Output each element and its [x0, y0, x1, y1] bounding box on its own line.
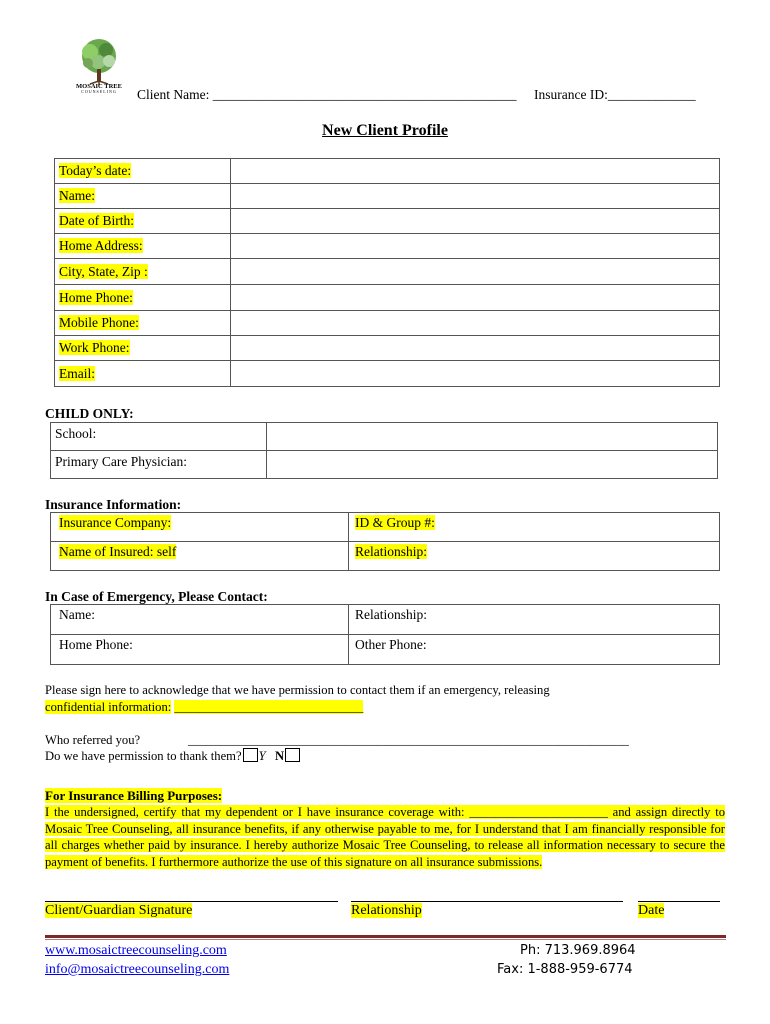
field-label: ID & Group #: — [355, 515, 435, 530]
permission-text — [45, 682, 725, 715]
date-signature-line[interactable] — [638, 901, 720, 902]
thank-permission-row — [45, 748, 301, 765]
insurance-table — [50, 512, 720, 571]
referred-line[interactable]: ______________________________________________________________________ — [188, 733, 629, 747]
field-label: Email: — [59, 365, 95, 381]
field-label: Insurance Company: — [59, 515, 172, 530]
mosaic-tree-logo — [68, 36, 130, 96]
footer-divider-thin — [45, 939, 726, 940]
child-only-table — [50, 422, 718, 479]
field-input[interactable] — [231, 336, 720, 361]
emergency-relationship-field[interactable]: Relationship: — [349, 605, 720, 635]
field-input[interactable] — [267, 451, 718, 479]
field-input[interactable] — [231, 259, 720, 285]
logo-subtext: COUNSELING — [81, 89, 117, 94]
field-label: Name of Insured: self — [59, 544, 177, 559]
relationship-signature-line[interactable] — [351, 901, 623, 902]
permission-line-2: confidential information: — [45, 699, 172, 714]
table-row — [55, 285, 720, 311]
insured-name-field[interactable] — [51, 542, 349, 571]
client-signature-text: Client/Guardian Signature — [45, 903, 193, 918]
table-row — [55, 336, 720, 361]
field-label: Mobile Phone: — [59, 315, 139, 330]
field-input[interactable] — [231, 209, 720, 234]
logo-text: MOSAIC TREE — [76, 83, 122, 90]
field-label: Date of Birth: — [59, 213, 134, 228]
no-label: N — [275, 749, 285, 763]
field-input[interactable] — [267, 423, 718, 451]
yes-label: Y — [258, 749, 266, 763]
field-label: Primary Care Physician: — [51, 451, 267, 479]
table-row — [51, 513, 720, 542]
field-label: Home Phone: — [59, 289, 133, 305]
table-row — [55, 361, 720, 387]
no-checkbox[interactable] — [285, 748, 300, 762]
field-label: School: — [51, 423, 267, 451]
field-label: Home Address: — [59, 238, 143, 253]
relationship-field[interactable] — [349, 542, 720, 571]
client-signature-line[interactable] — [45, 901, 338, 902]
field-input[interactable] — [231, 361, 720, 387]
table-row — [51, 423, 718, 451]
field-input[interactable] — [231, 159, 720, 184]
billing-text: I the undersigned, certify that my dependent or I have insurance coverage with: ______________________ and assign directly to Mosaic Tree Counseling, all insurance benefits, if any otherwise payable to me, for I understand that I am financially responsible for all charges whether paid by insurance. I hereby authorize Mosaic Tree Counseling, to release all information necessary to secure the payment of benefits. I furthermore authorize the use of this signature on all insurance submissions. — [45, 805, 725, 869]
field-label: Relationship: — [355, 544, 427, 559]
table-row — [55, 209, 720, 234]
table-row — [51, 542, 720, 571]
date-text: Date — [638, 903, 665, 918]
billing-heading-text: For Insurance Billing Purposes: — [45, 788, 223, 803]
date-label — [638, 903, 664, 919]
insurance-heading: Insurance Information: — [45, 497, 182, 512]
thank-label: Do we have permission to thank them? — [45, 749, 242, 763]
field-label: City, State, Zip : — [59, 263, 148, 279]
relationship-label — [351, 903, 422, 919]
referred-label: Who referred you? — [45, 733, 141, 747]
website-link[interactable]: www.mosaictreecounseling.com — [45, 943, 227, 958]
yes-checkbox[interactable] — [243, 748, 258, 762]
emergency-other-phone-field[interactable]: Other Phone: — [349, 635, 720, 665]
emergency-name-field[interactable]: Name: — [51, 605, 349, 635]
phone-number: Ph: 713.969.8964 — [520, 943, 636, 958]
table-row — [55, 234, 720, 259]
table-row — [55, 184, 720, 209]
permission-signature-line[interactable]: ______________________________ — [174, 699, 364, 714]
page-title: New Client Profile — [322, 122, 448, 139]
email-link[interactable]: info@mosaictreecounseling.com — [45, 962, 230, 977]
field-label: Work Phone: — [59, 340, 130, 355]
footer-divider — [45, 935, 726, 938]
id-group-field[interactable] — [349, 513, 720, 542]
fax-number: Fax: 1-888-959-6774 — [497, 962, 633, 977]
insurance-company-field[interactable] — [51, 513, 349, 542]
field-input[interactable] — [231, 285, 720, 311]
table-row — [55, 159, 720, 184]
permission-line-1: Please sign here to acknowledge that we have permission to contact them if an emergency, releasing — [45, 683, 550, 697]
emergency-table — [50, 604, 720, 665]
field-input[interactable] — [231, 234, 720, 259]
billing-paragraph — [45, 804, 725, 870]
field-label: Today’s date: — [59, 163, 132, 178]
field-input[interactable] — [231, 311, 720, 336]
child-only-heading: CHILD ONLY: — [45, 406, 134, 421]
table-row — [51, 451, 718, 479]
billing-heading — [45, 788, 222, 804]
relationship-text: Relationship — [351, 903, 422, 918]
table-row — [55, 311, 720, 336]
field-input[interactable] — [231, 184, 720, 209]
emergency-home-phone-field[interactable]: Home Phone: — [51, 635, 349, 665]
field-label: Name: — [59, 188, 95, 203]
emergency-heading: In Case of Emergency, Please Contact: — [45, 589, 268, 604]
table-row — [51, 605, 720, 635]
client-signature-label — [45, 903, 192, 919]
client-name-field[interactable]: Client Name: _____________________________________________ — [137, 87, 517, 102]
insurance-id-field[interactable]: Insurance ID:_____________ — [534, 87, 696, 102]
client-info-table — [54, 158, 720, 387]
table-row — [51, 635, 720, 665]
table-row — [55, 259, 720, 285]
